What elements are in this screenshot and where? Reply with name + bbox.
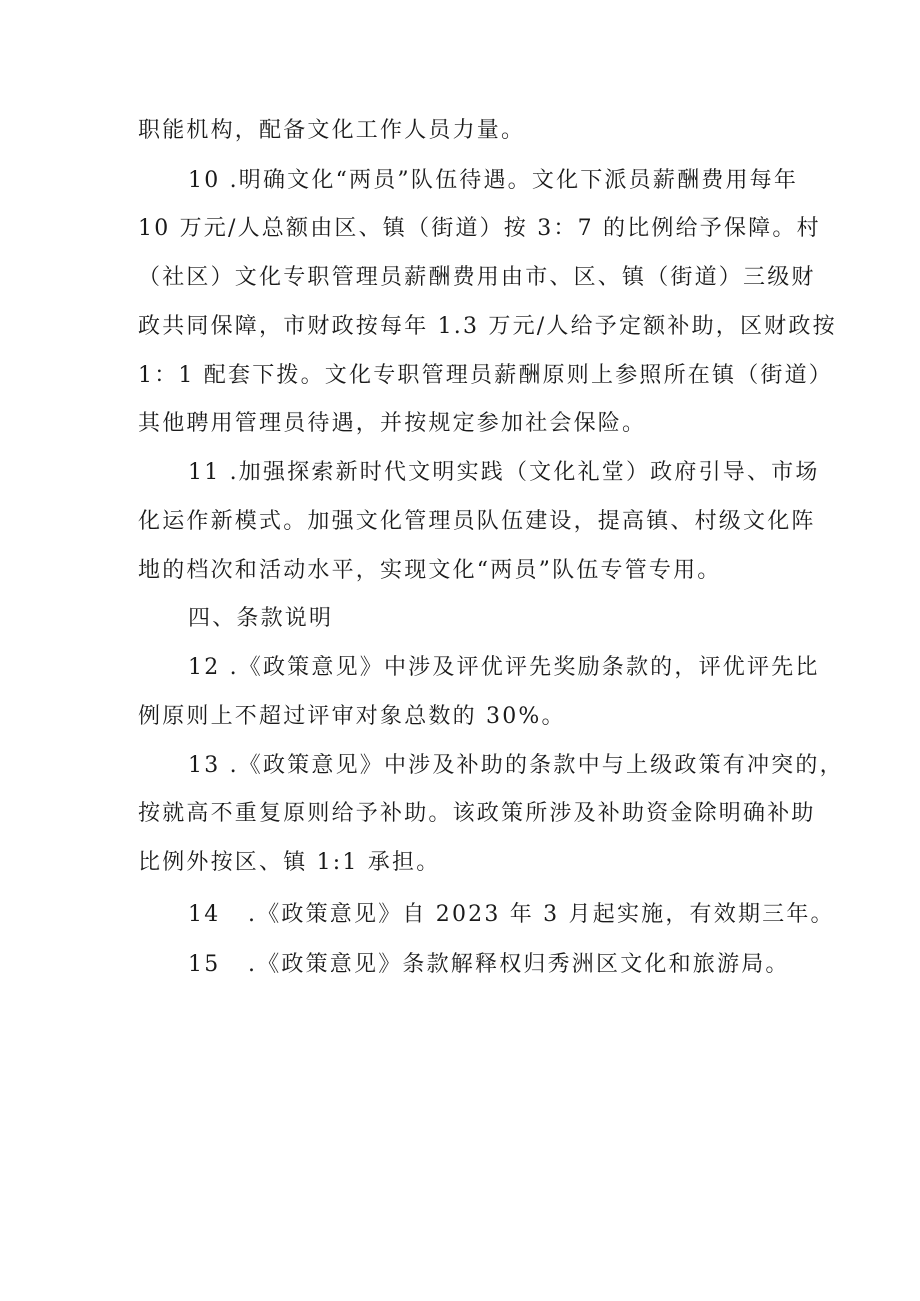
clause-15-number: 15: [188, 952, 221, 977]
clause-11-line: 11 .加强探索新时代文明实践（文化礼堂）政府引导、市场: [188, 460, 820, 485]
text-line: 按就高不重复原则给予补助。该政策所涉及补助资金除明确补助: [138, 801, 816, 826]
clause-15-text: .《政策意见》条款解释权归秀洲区文化和旅游局。: [248, 952, 790, 977]
clause-13-line: 13 .《政策意见》中涉及补助的条款中与上级政策有冲突的，: [188, 753, 844, 778]
section-heading: 四、条款说明: [188, 606, 334, 631]
text-line: 政共同保障，市财政按每年 1.3 万元/人给予定额补助，区财政按: [138, 314, 837, 339]
text-line: 地的档次和活动水平，实现文化“两员”队伍专管专用。: [138, 558, 722, 583]
text-line: 职能机构，配备文化工作人员力量。: [138, 118, 526, 143]
text-line: 1：1 配套下拨。文化专职管理员薪酬原则上参照所在镇（街道）: [138, 363, 833, 388]
text-line: 比例外按区、镇 1:1 承担。: [138, 850, 441, 875]
clause-14-line: [188, 900, 835, 930]
clause-14-number: 14: [188, 902, 221, 927]
text-line: 例原则上不超过评审对象总数的 30%。: [138, 704, 566, 729]
text-line: 其他聘用管理员待遇，并按规定参加社会保险。: [138, 411, 647, 436]
clause-12-line: 12 .《政策意见》中涉及评优评先奖励条款的，评优评先比: [188, 655, 820, 680]
text-line: 化运作新模式。加强文化管理员队伍建设，提高镇、村级文化阵: [138, 509, 816, 534]
clause-10-line: 10 .明确文化“两员”队伍待遇。文化下派员薪酬费用每年: [188, 168, 799, 193]
clause-15-line: [188, 950, 790, 980]
text-line: 10 万元/人总额由区、镇（街道）按 3：7 的比例给予保障。村: [138, 216, 821, 241]
clause-14-text: .《政策意见》自 2023 年 3 月起实施，有效期三年。: [248, 902, 835, 927]
text-line: （社区）文化专职管理员薪酬费用由市、区、镇（街道）三级财: [138, 265, 816, 290]
